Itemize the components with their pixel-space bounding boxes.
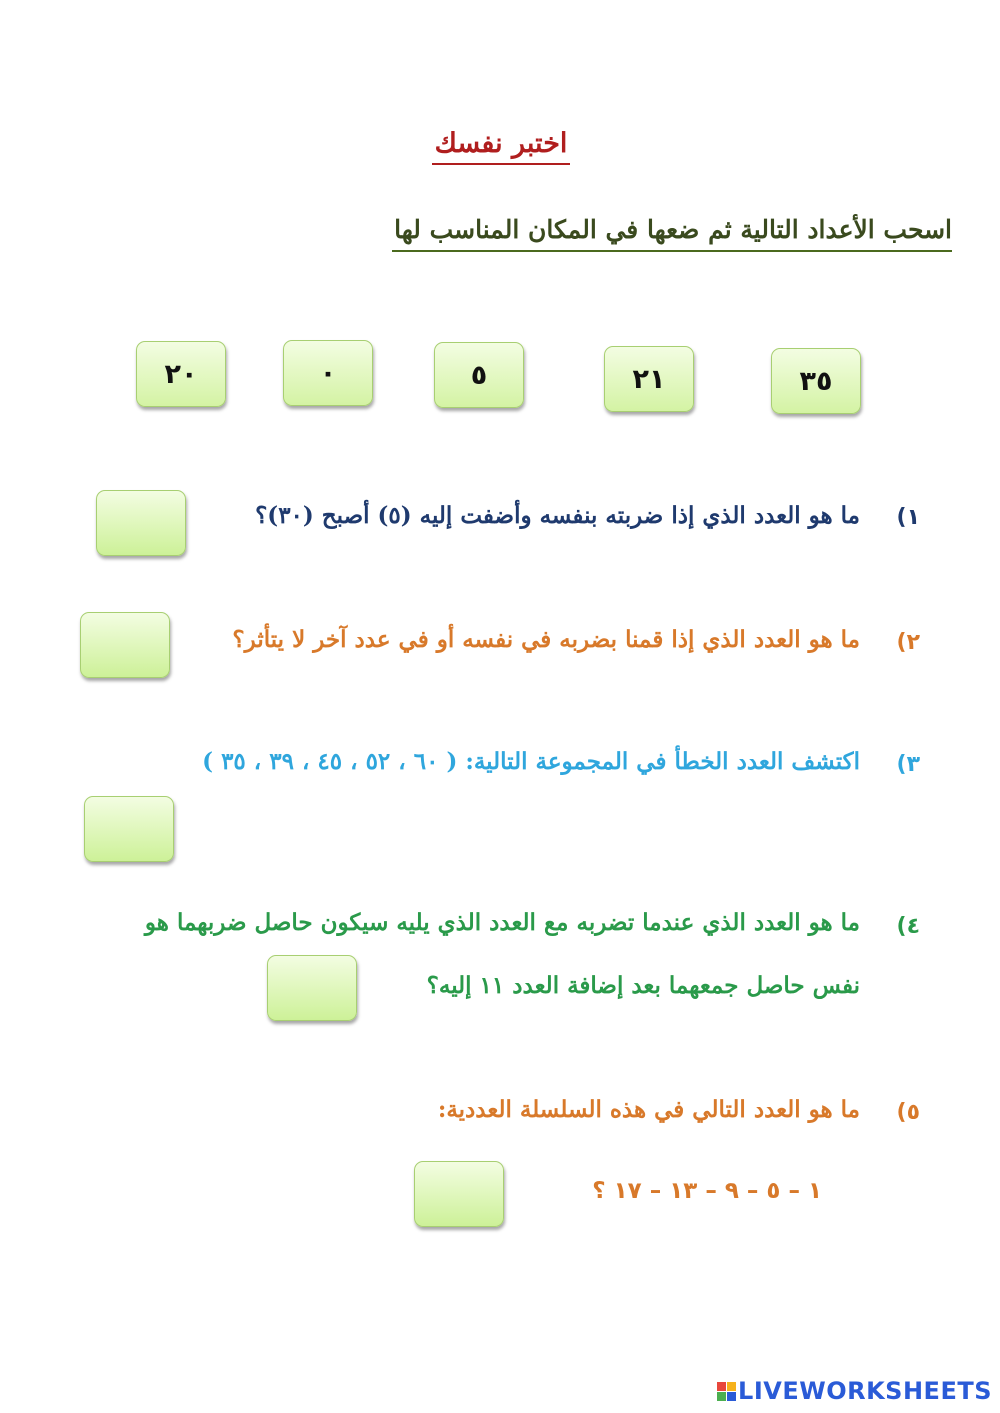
answer-drop-zone-4[interactable] bbox=[267, 955, 357, 1021]
liveworksheets-logo-text: LIVEWORKSHEETS bbox=[738, 1377, 992, 1405]
question-number-2: ٢) bbox=[896, 630, 920, 655]
question-number-5: ٥) bbox=[896, 1100, 920, 1125]
question-5-text: ما هو العدد التالي في هذه السلسلة العددية: bbox=[437, 1096, 860, 1123]
question-4-text-line1: ما هو العدد الذي عندما تضربه مع العدد الذي يليه سيكون حاصل ضربهما هو bbox=[144, 909, 860, 936]
liveworksheets-logo bbox=[717, 1377, 992, 1405]
drag-tile-21[interactable]: ٢١ bbox=[604, 346, 694, 412]
question-number-3: ٣) bbox=[896, 752, 920, 777]
instruction-text: اسحب الأعداد التالية ثم ضعها في المكان المناسب لها bbox=[392, 215, 952, 252]
liveworksheets-logo-icon bbox=[717, 1382, 736, 1401]
drag-tile-35[interactable]: ٣٥ bbox=[771, 348, 861, 414]
page-title: اختبر نفسك bbox=[432, 128, 570, 165]
question-number-4: ٤) bbox=[896, 914, 920, 939]
drag-tile-0[interactable]: ٠ bbox=[283, 340, 373, 406]
drag-tile-5[interactable]: ٥ bbox=[434, 342, 524, 408]
answer-drop-zone-5[interactable] bbox=[414, 1161, 504, 1227]
question-4-text-line2: نفس حاصل جمعهما بعد إضافة العدد ١١ إليه؟ bbox=[426, 972, 860, 999]
question-1-text: ما هو العدد الذي إذا ضربته بنفسه وأضفت إليه (٥) أصبح (٣٠)؟ bbox=[255, 502, 860, 529]
number-series: ١ – ٥ – ٩ – ١٣ – ١٧ ؟ bbox=[592, 1178, 822, 1204]
answer-drop-zone-2[interactable] bbox=[80, 612, 170, 678]
answer-drop-zone-3[interactable] bbox=[84, 796, 174, 862]
answer-drop-zone-1[interactable] bbox=[96, 490, 186, 556]
question-2-text: ما هو العدد الذي إذا قمنا بضربه في نفسه أو في عدد آخر لا يتأثر؟ bbox=[232, 626, 860, 653]
drag-tile-20[interactable]: ٢٠ bbox=[136, 341, 226, 407]
question-number-1: ١) bbox=[896, 505, 920, 530]
question-3-text: اكتشف العدد الخطأ في المجموعة التالية: ( ٦٠ ، ٥٢ ، ٤٥ ، ٣٩ ، ٣٥ ) bbox=[202, 748, 860, 775]
